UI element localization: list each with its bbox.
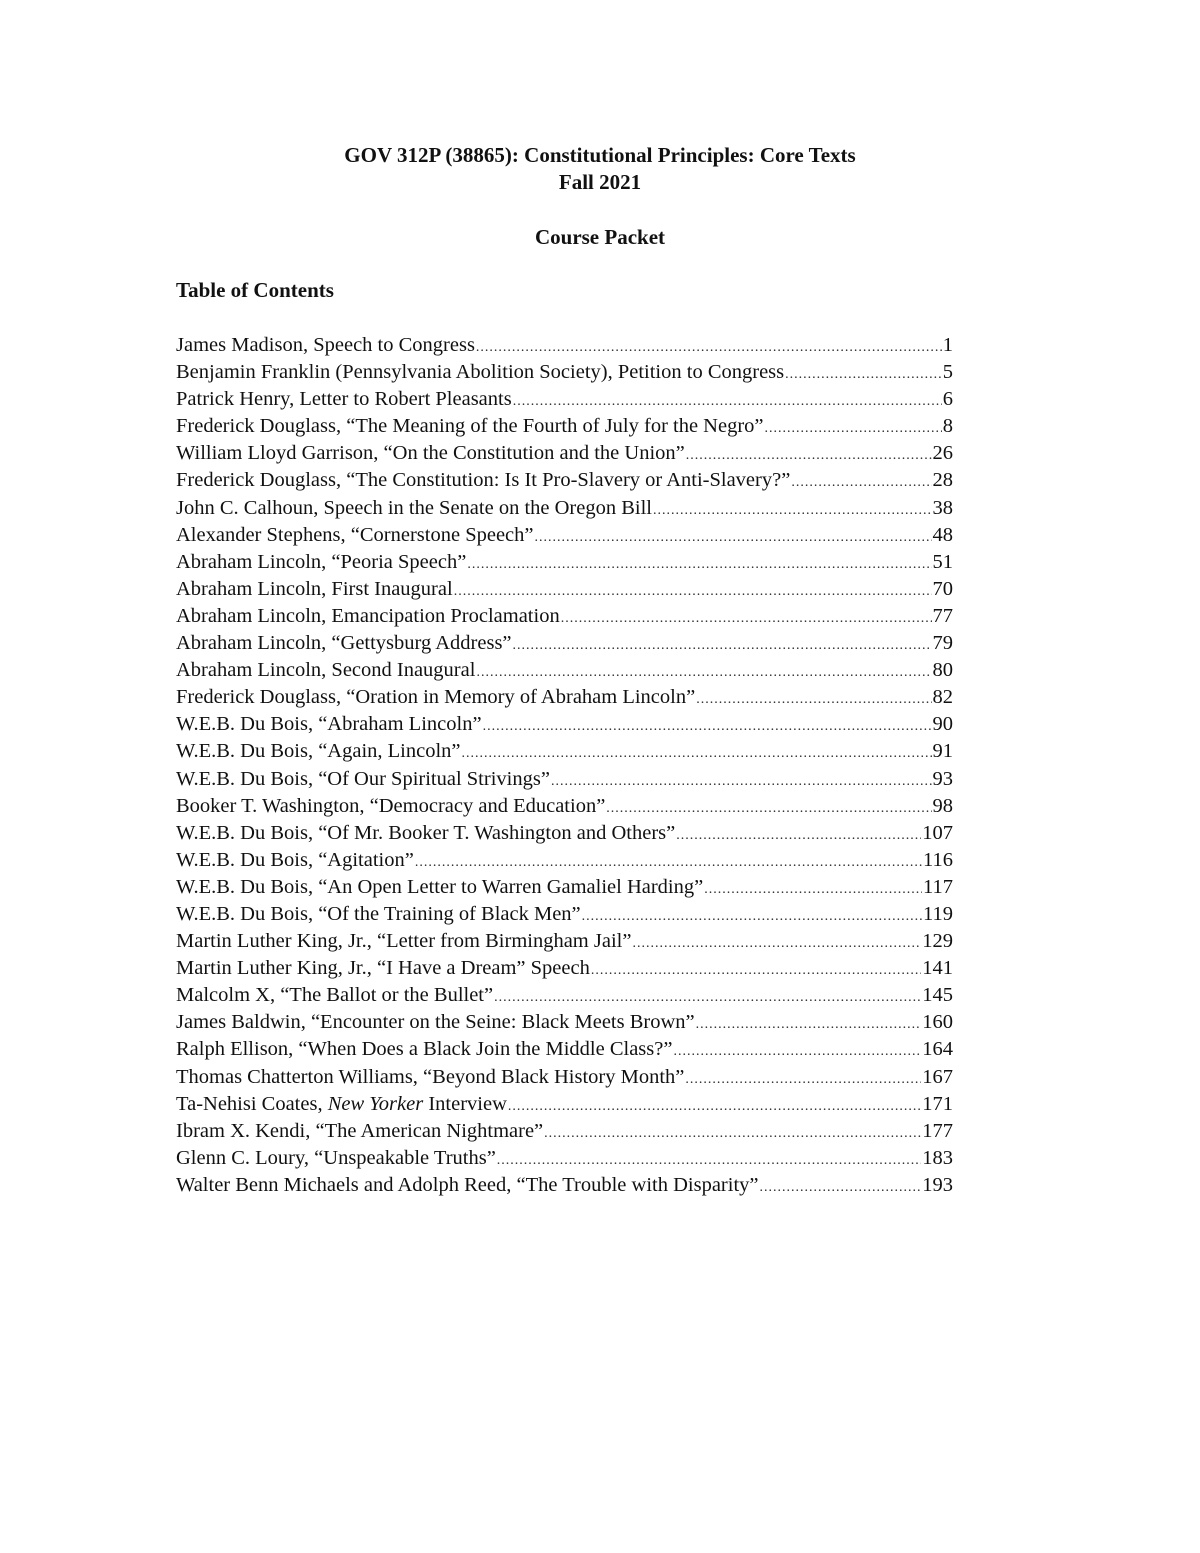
toc-entry-title-text: Abraham Lincoln, “Peoria Speech”: [176, 550, 467, 573]
dot-leader: [696, 686, 931, 713]
toc-entry-page: 77: [932, 604, 953, 627]
toc-entry-title-text: Thomas Chatterton Williams, “Beyond Black History Month”: [176, 1065, 685, 1088]
toc-entry-title-text: Walter Benn Michaels and Adolph Reed, “The Trouble with Disparity”: [176, 1173, 759, 1196]
packet-title: Course Packet: [534, 225, 666, 249]
toc-entry: [176, 495, 953, 522]
toc-entry-page: 5: [942, 361, 953, 384]
toc-entry-title-text: Alexander Stephens, “Cornerstone Speech”: [176, 523, 534, 546]
toc-entry-page: 79: [932, 632, 953, 655]
toc-entry: [176, 1091, 953, 1118]
toc-entry: [176, 657, 953, 684]
dot-leader: [483, 713, 932, 740]
toc-entry-title: [176, 793, 605, 820]
toc-entry: [176, 332, 953, 359]
toc-entry-page: 193: [922, 1173, 953, 1196]
toc-entry-page: 171: [922, 1092, 953, 1115]
toc-entry-title: [176, 1172, 759, 1199]
toc-entry-title: [176, 982, 493, 1009]
toc-entry-page: 119: [923, 902, 953, 925]
toc-entry: [176, 901, 953, 928]
toc-entry-page: 38: [932, 496, 953, 519]
dot-leader: [632, 930, 921, 957]
dot-leader: [535, 524, 932, 551]
toc-entry-title-text: Martin Luther King, Jr., “Letter from Birmingham Jail”: [176, 930, 632, 953]
toc-heading: Table of Contents: [176, 278, 334, 302]
toc-entry-title: [176, 332, 475, 359]
dot-leader: [513, 632, 932, 659]
dot-leader: [606, 795, 931, 822]
dot-leader: [785, 361, 942, 388]
toc-entry-title-text: Patrick Henry, Letter to Robert Pleasants: [176, 388, 512, 411]
dot-leader: [653, 497, 932, 524]
toc-entry-page: 51: [932, 550, 953, 573]
dot-leader: [494, 984, 921, 1011]
toc-entry: [176, 1172, 953, 1199]
toc-entry-page: 117: [923, 875, 953, 898]
toc-entry-title: [176, 711, 482, 738]
dot-leader: [476, 659, 931, 686]
toc-entry-title-text: Frederick Douglass, “The Constitution: Is It Pro-Slavery or Anti-Slavery?”: [176, 469, 791, 492]
dot-leader: [513, 388, 942, 415]
toc-entry: [176, 684, 953, 711]
toc-entry: [176, 1009, 953, 1036]
toc-entry-title: [176, 874, 703, 901]
toc-entry-title: [176, 657, 475, 684]
toc-entry-title: [176, 440, 685, 467]
toc-entry: [176, 1064, 953, 1091]
toc-entry: [176, 576, 953, 603]
toc-entry: [176, 874, 953, 901]
toc-entry: [176, 549, 953, 576]
toc-entry-title-text: Booker T. Washington, “Democracy and Education”: [176, 794, 606, 817]
toc-entry-page: 8: [942, 415, 953, 438]
dot-leader: [415, 849, 922, 876]
toc-entry-page: 1: [942, 334, 953, 356]
dot-leader: [676, 822, 921, 849]
dot-leader: [685, 1066, 921, 1093]
toc-entry: [176, 982, 953, 1009]
dot-leader: [462, 740, 932, 767]
toc-entry-title-suffix: Interview: [423, 1092, 507, 1115]
toc-entry-page: 116: [923, 848, 953, 871]
toc-entry-page: 91: [932, 740, 953, 763]
toc-entry-title-text: W.E.B. Du Bois, “Agitation”: [176, 848, 414, 871]
course-title: GOV 312P (38865): Constitutional Principles: Core Texts: [344, 143, 856, 167]
dot-leader: [561, 605, 932, 632]
toc-entry-page: 167: [922, 1065, 953, 1088]
toc-entry-page: 98: [932, 794, 953, 817]
toc-entry-title: [176, 603, 560, 630]
toc-entry-title-text: W.E.B. Du Bois, “Of Mr. Booker T. Washington and Others”: [176, 821, 676, 844]
toc-entry: [176, 738, 953, 765]
toc-entry-title: [176, 1036, 672, 1063]
toc-entry-title: [176, 766, 550, 793]
dot-leader: [467, 551, 931, 578]
toc-entry-page: 6: [942, 388, 953, 411]
toc-entry-title: [176, 630, 512, 657]
toc-entry-page: 160: [922, 1011, 953, 1034]
toc-entry: [176, 847, 953, 874]
toc-entry-title-italic: New Yorker: [327, 1092, 424, 1115]
toc-entry-title: [176, 901, 581, 928]
toc-entry-page: 129: [922, 930, 953, 953]
dot-leader: [551, 768, 932, 795]
toc-entry-title-text: John C. Calhoun, Speech in the Senate on the Oregon Bill: [176, 496, 652, 519]
dot-leader: [686, 442, 932, 469]
toc-entry: [176, 820, 953, 847]
toc-entry: [176, 603, 953, 630]
toc-entry-page: 90: [932, 713, 953, 736]
toc-entry-title: [176, 847, 414, 874]
toc-entry-title: [176, 467, 790, 494]
toc-entry: [176, 630, 953, 657]
toc-entry-title: [176, 576, 453, 603]
toc-entry-title: [176, 1145, 496, 1172]
toc-entry-title-text: Abraham Lincoln, Second Inaugural: [176, 659, 476, 682]
toc-entry-title-text: Malcolm X, “The Ballot or the Bullet”: [176, 984, 494, 1007]
toc-entry-title-text: William Lloyd Garrison, “On the Constitution and the Union”: [176, 442, 685, 465]
toc-entry-page: 177: [922, 1119, 953, 1142]
toc-entry-page: 145: [922, 984, 953, 1007]
toc-entry-title-text: Glenn C. Loury, “Unspeakable Truths”: [176, 1146, 496, 1169]
dot-leader: [508, 1093, 921, 1120]
toc-entry-title-text: Frederick Douglass, “Oration in Memory of Abraham Lincoln”: [176, 686, 696, 709]
toc-entry: [176, 522, 953, 549]
toc-entry-title-text: W.E.B. Du Bois, “An Open Letter to Warren Gamaliel Harding”: [176, 875, 704, 898]
toc-entry: [176, 955, 953, 982]
dot-leader: [696, 1011, 922, 1038]
dot-leader: [760, 1174, 922, 1201]
toc-entry-title: [176, 684, 695, 711]
toc-entry-page: 93: [932, 767, 953, 790]
table-of-contents: [176, 332, 953, 1199]
dot-leader: [476, 334, 942, 361]
toc-entry-title-text: W.E.B. Du Bois, “Of the Training of Black Men”: [176, 902, 581, 925]
toc-entry-title-text: James Madison, Speech to Congress: [176, 334, 475, 356]
dot-leader: [544, 1120, 921, 1147]
toc-entry-page: 70: [932, 577, 953, 600]
toc-entry-title: [176, 495, 652, 522]
toc-entry: [176, 440, 953, 467]
toc-entry-title: [176, 549, 466, 576]
toc-entry: [176, 928, 953, 955]
toc-entry: [176, 711, 953, 738]
toc-entry: [176, 413, 953, 440]
toc-entry-title: [176, 1118, 543, 1145]
toc-entry-title-text: Ibram X. Kendi, “The American Nightmare”: [176, 1119, 544, 1142]
toc-entry-page: 26: [932, 442, 953, 465]
toc-entry-title: [176, 928, 631, 955]
dot-leader: [582, 903, 922, 930]
toc-entry-page: 28: [932, 469, 953, 492]
toc-entry-title: [176, 955, 590, 982]
toc-entry-page: 48: [932, 523, 953, 546]
dot-leader: [591, 957, 921, 984]
toc-entry: [176, 467, 953, 494]
toc-entry-title: [176, 1091, 507, 1118]
toc-entry-title-text: Ta-Nehisi Coates,: [176, 1092, 328, 1115]
toc-entry-page: 164: [922, 1038, 953, 1061]
dot-leader: [454, 578, 932, 605]
toc-entry-page: 141: [922, 957, 953, 980]
toc-entry-title-text: Abraham Lincoln, Emancipation Proclamation: [176, 604, 560, 627]
toc-entry-title-text: Ralph Ellison, “When Does a Black Join the Middle Class?”: [176, 1038, 673, 1061]
toc-entry-page: 183: [922, 1146, 953, 1169]
toc-entry-page: 107: [922, 821, 953, 844]
dot-leader: [673, 1038, 921, 1065]
toc-entry: [176, 359, 953, 386]
toc-entry: [176, 766, 953, 793]
toc-entry-title-text: Benjamin Franklin (Pennsylvania Abolition Society), Petition to Congress: [176, 361, 785, 384]
toc-entry-page: 80: [932, 659, 953, 682]
term: Fall 2021: [558, 170, 642, 194]
toc-entry-title: [176, 820, 675, 847]
toc-entry-title-text: Martin Luther King, Jr., “I Have a Dream” Speech: [176, 957, 590, 980]
toc-entry-title: [176, 359, 784, 386]
toc-entry-title: [176, 386, 512, 413]
toc-entry: [176, 793, 953, 820]
toc-entry-title-text: W.E.B. Du Bois, “Of Our Spiritual Strivings”: [176, 767, 550, 790]
dot-leader: [765, 415, 942, 442]
toc-entry-title: [176, 522, 534, 549]
toc-entry-title: [176, 1009, 695, 1036]
toc-entry-title-text: James Baldwin, “Encounter on the Seine: Black Meets Brown”: [176, 1011, 695, 1034]
dot-leader: [704, 876, 922, 903]
dot-leader: [497, 1147, 921, 1174]
toc-entry-title: [176, 738, 461, 765]
toc-entry-title-text: W.E.B. Du Bois, “Abraham Lincoln”: [176, 713, 482, 736]
toc-entry-title-text: W.E.B. Du Bois, “Again, Lincoln”: [176, 740, 461, 763]
toc-entry-page: 82: [932, 686, 953, 709]
toc-entry: [176, 386, 953, 413]
toc-entry-title: [176, 413, 764, 440]
toc-entry: [176, 1036, 953, 1063]
toc-entry-title-text: Abraham Lincoln, “Gettysburg Address”: [176, 632, 512, 655]
dot-leader: [791, 469, 931, 496]
toc-entry-title-text: Frederick Douglass, “The Meaning of the Fourth of July for the Negro”: [176, 415, 764, 438]
toc-entry-title-text: Abraham Lincoln, First Inaugural: [176, 577, 453, 600]
toc-entry: [176, 1145, 953, 1172]
toc-entry: [176, 1118, 953, 1145]
toc-entry-title: [176, 1064, 684, 1091]
